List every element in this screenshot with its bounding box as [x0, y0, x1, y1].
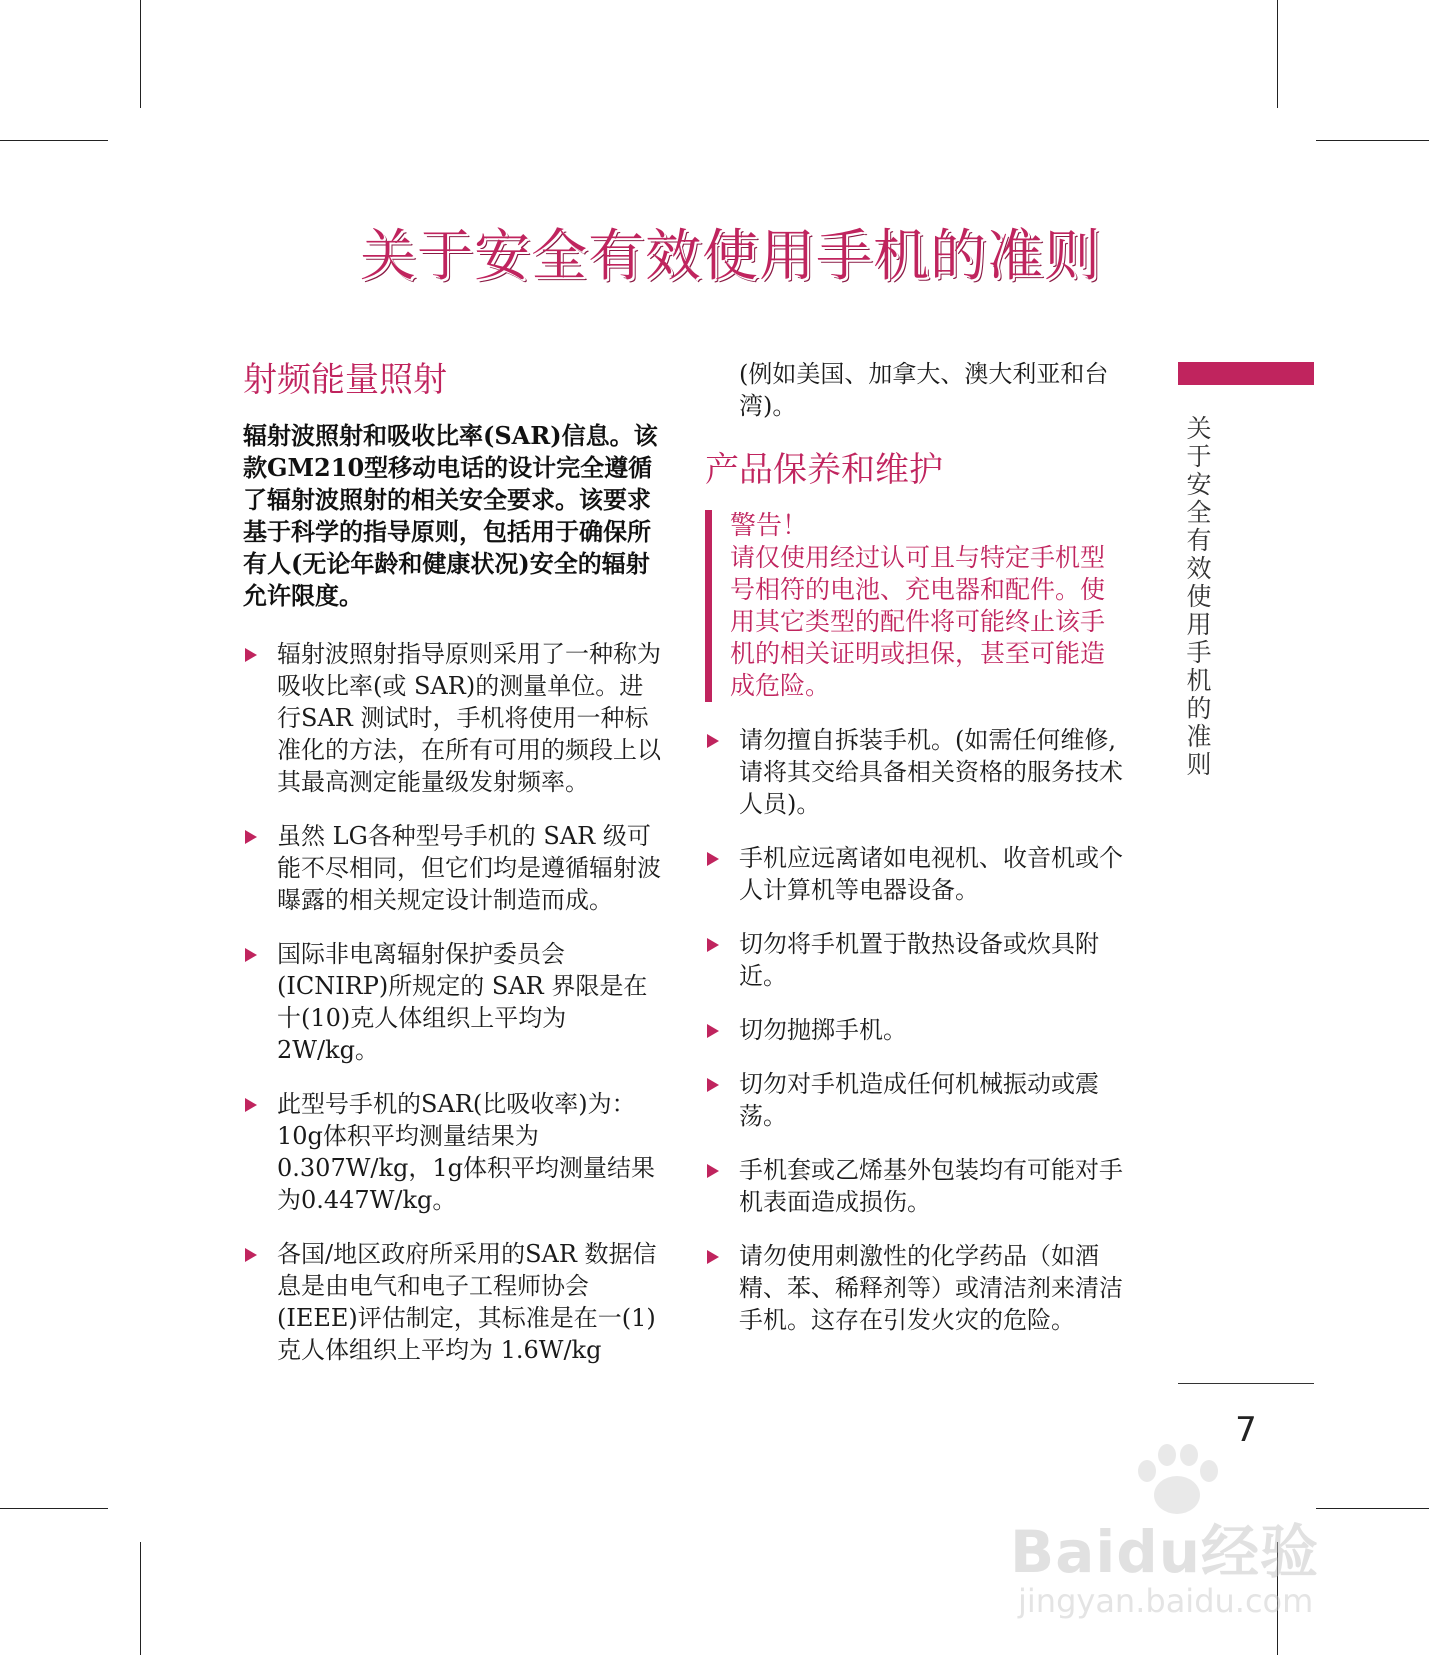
crop-mark [1316, 140, 1429, 141]
list-item: 请勿擅自拆装手机。(如需任何维修,请将其交给具备相关资格的服务技术人员)。 [705, 724, 1125, 820]
triangle-right-icon [707, 734, 719, 748]
triangle-right-icon [707, 852, 719, 866]
triangle-right-icon [245, 648, 257, 662]
triangle-right-icon [707, 1250, 719, 1264]
crop-mark [140, 0, 141, 108]
warning-title: 警告！ [730, 511, 809, 541]
list-item: 虽然 LG各种型号手机的 SAR 级可能不尽相同，但它们均是遵循辐射波曝露的相关规定设计制造而成。 [243, 820, 663, 916]
watermark [1000, 1440, 1360, 1640]
crop-mark [0, 1508, 108, 1509]
crop-mark [1277, 0, 1278, 108]
side-running-title: 关于安全有效使用手机的准则 [1183, 415, 1212, 779]
list-item: 切勿将手机置于散热设备或炊具附近。 [705, 928, 1125, 992]
triangle-right-icon [245, 1248, 257, 1262]
continued-text: (例如美国、加拿大、澳大利亚和台湾)。 [739, 360, 1109, 420]
triangle-right-icon [707, 938, 719, 952]
warning-body: 请仅使用经过认可且与特定手机型号相符的电池、充电器和配件。使用其它类型的配件将可能终止该手机的相关证明或担保，甚至可能造成危险。 [730, 543, 1106, 700]
watermark-url: jingyan.baidu.com [1018, 1582, 1314, 1620]
triangle-right-icon [245, 1098, 257, 1112]
triangle-right-icon [245, 948, 257, 962]
page-title: 关于安全有效使用手机的准则 [360, 224, 1101, 289]
list-item: 各国/地区政府所采用的SAR 数据信息是由电气和电子工程师协会(IEEE)评估制定，其标准是在一(1)克人体组织上平均为 1.6W/kg [243, 1238, 663, 1366]
crop-mark [140, 1542, 141, 1655]
page-number: 7 [1235, 1410, 1257, 1450]
triangle-right-icon [707, 1078, 719, 1092]
triangle-right-icon [707, 1164, 719, 1178]
warning-box [705, 510, 1125, 702]
side-accent-bar [1178, 362, 1314, 385]
right-column [705, 358, 1125, 1358]
triangle-right-icon [707, 1024, 719, 1038]
list-item: 辐射波照射指导原则采用了一种称为吸收比率(或 SAR)的测量单位。进行SAR 测试时，手机将使用一种标准化的方法，在所有可用的频段上以其最高测定能量级发射频率。 [243, 638, 663, 798]
list-item: 切勿抛掷手机。 [705, 1014, 1125, 1046]
page-number-rule [1178, 1383, 1314, 1384]
list-item: 手机应远离诸如电视机、收音机或个人计算机等电器设备。 [705, 842, 1125, 906]
list-item: 请勿使用刺激性的化学药品（如酒精、苯、稀释剂等）或清洁剂来清洁手机。这存在引发火灾的危险。 [705, 1240, 1125, 1336]
section-heading-rf-exposure: 射频能量照射 [243, 360, 447, 400]
triangle-right-icon [245, 830, 257, 844]
section-intro: 辐射波照射和吸收比率(SAR)信息。该款GM210型移动电话的设计完全遵循了辐射波照射的相关安全要求。该要求基于科学的指导原则，包括用于确保所有人(无论年龄和健康状况)安全的辐射允许限度。 [243, 421, 658, 610]
section-heading-care: 产品保养和维护 [705, 450, 943, 490]
left-column [243, 358, 663, 1388]
crop-mark [0, 140, 108, 141]
list-item: 手机套或乙烯基外包装均有可能对手机表面造成损伤。 [705, 1154, 1125, 1218]
list-item: 切勿对手机造成任何机械振动或震荡。 [705, 1068, 1125, 1132]
rf-bullet-list [243, 638, 663, 1366]
watermark-brand: Baidu经验 [1010, 1518, 1320, 1586]
care-bullet-list [705, 724, 1125, 1336]
list-item: 此型号手机的SAR(比吸收率)为：10g体积平均测量结果为0.307W/kg，1g体积平均测量结果为0.447W/kg。 [243, 1088, 663, 1216]
list-item: 国际非电离辐射保护委员会(ICNIRP)所规定的 SAR 界限是在十(10)克人体组织上平均为2W/kg。 [243, 938, 663, 1066]
